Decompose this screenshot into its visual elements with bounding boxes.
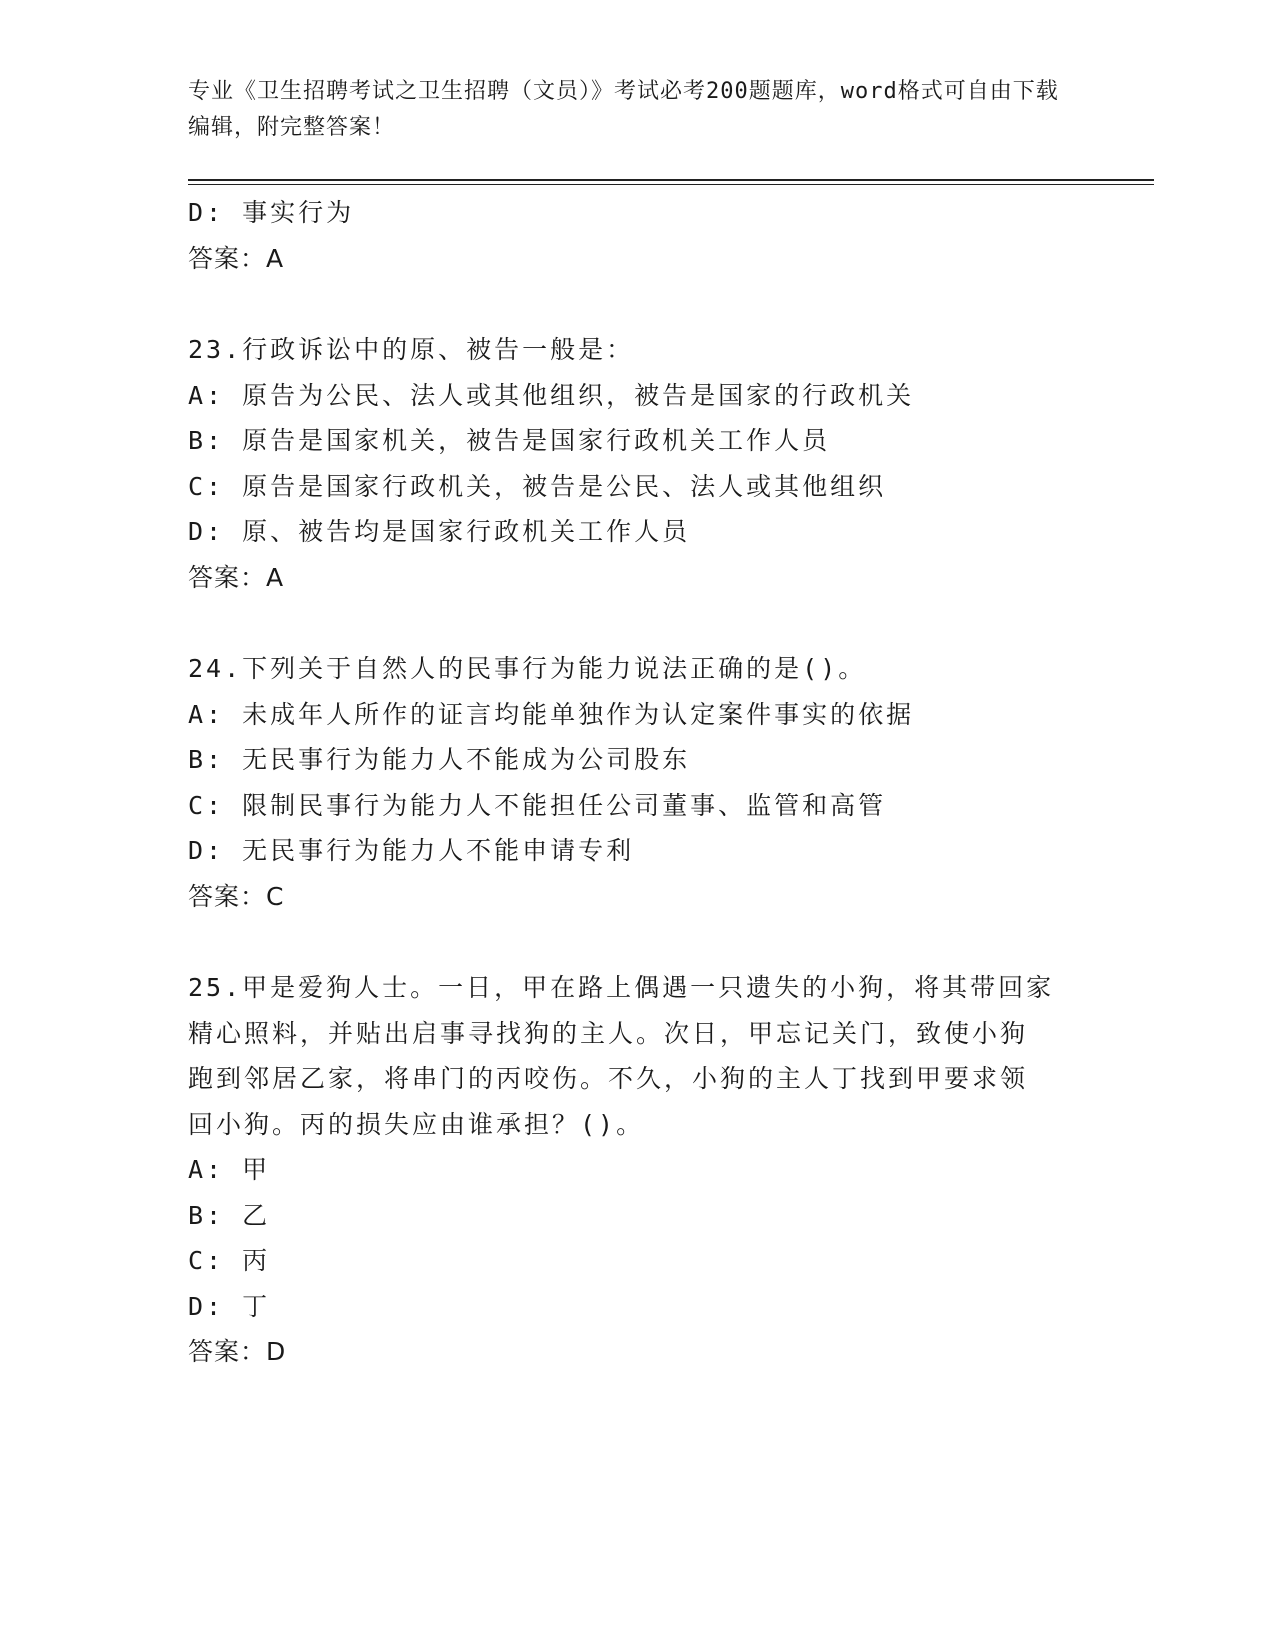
option-c: C: 原告是国家行政机关，被告是公民、法人或其他组织 [188, 471, 887, 501]
spacer [188, 600, 1088, 646]
option-d: D: 无民事行为能力人不能申请专利 [188, 836, 635, 865]
question-stem-line: 跑到邻居乙家，将串门的丙咬伤。不久，小狗的主人丁找到甲要求领 [188, 1064, 1029, 1093]
question-stem-line: 25.甲是爱狗人士。一日，甲在路上偶遇一只遗失的小狗，将其带回家 [188, 973, 1055, 1002]
question-content [188, 190, 1088, 1375]
question-stem-line: 精心照料，并贴出启事寻找狗的主人。次日，甲忘记关门，致使小狗 [188, 1018, 1029, 1048]
option-d: D: 原、被告均是国家行政机关工作人员 [188, 517, 691, 546]
option-b: B: 乙 [188, 1200, 271, 1230]
answer: 答案：C [188, 881, 285, 911]
spacer [188, 281, 1088, 327]
option-a: A: 原告为公民、法人或其他组织，被告是国家的行政机关 [188, 380, 915, 410]
option-b: B: 无民事行为能力人不能成为公司股东 [188, 745, 691, 774]
answer: 答案：A [188, 243, 285, 273]
spacer [188, 919, 1088, 965]
answer: 答案：A [188, 562, 285, 592]
header-divider-thin [188, 184, 1154, 185]
option-d: D: 丁 [188, 1291, 271, 1321]
option-d: D: 事实行为 [188, 198, 355, 227]
option-c: C: 限制民事行为能力人不能担任公司董事、监管和高管 [188, 790, 887, 820]
document-header: 专业《卫生招聘考试之卫生招聘（文员）》考试必考200题题库，word格式可自由下载编辑，附完整答案！ [188, 79, 1059, 140]
answer: 答案：D [188, 1337, 287, 1366]
option-b: B: 原告是国家机关，被告是国家行政机关工作人员 [188, 426, 831, 455]
option-c: C: 丙 [188, 1246, 271, 1275]
option-a: A: 未成年人所作的证言均能单独作为认定案件事实的依据 [188, 699, 915, 729]
header-divider [188, 179, 1154, 181]
question-stem: 23.行政诉讼中的原、被告一般是： [188, 335, 635, 364]
question-stem: 24.下列关于自然人的民事行为能力说法正确的是()。 [188, 654, 867, 683]
option-a: A: 甲 [188, 1155, 271, 1184]
question-stem-line: 回小狗。丙的损失应由谁承担？()。 [188, 1109, 645, 1139]
